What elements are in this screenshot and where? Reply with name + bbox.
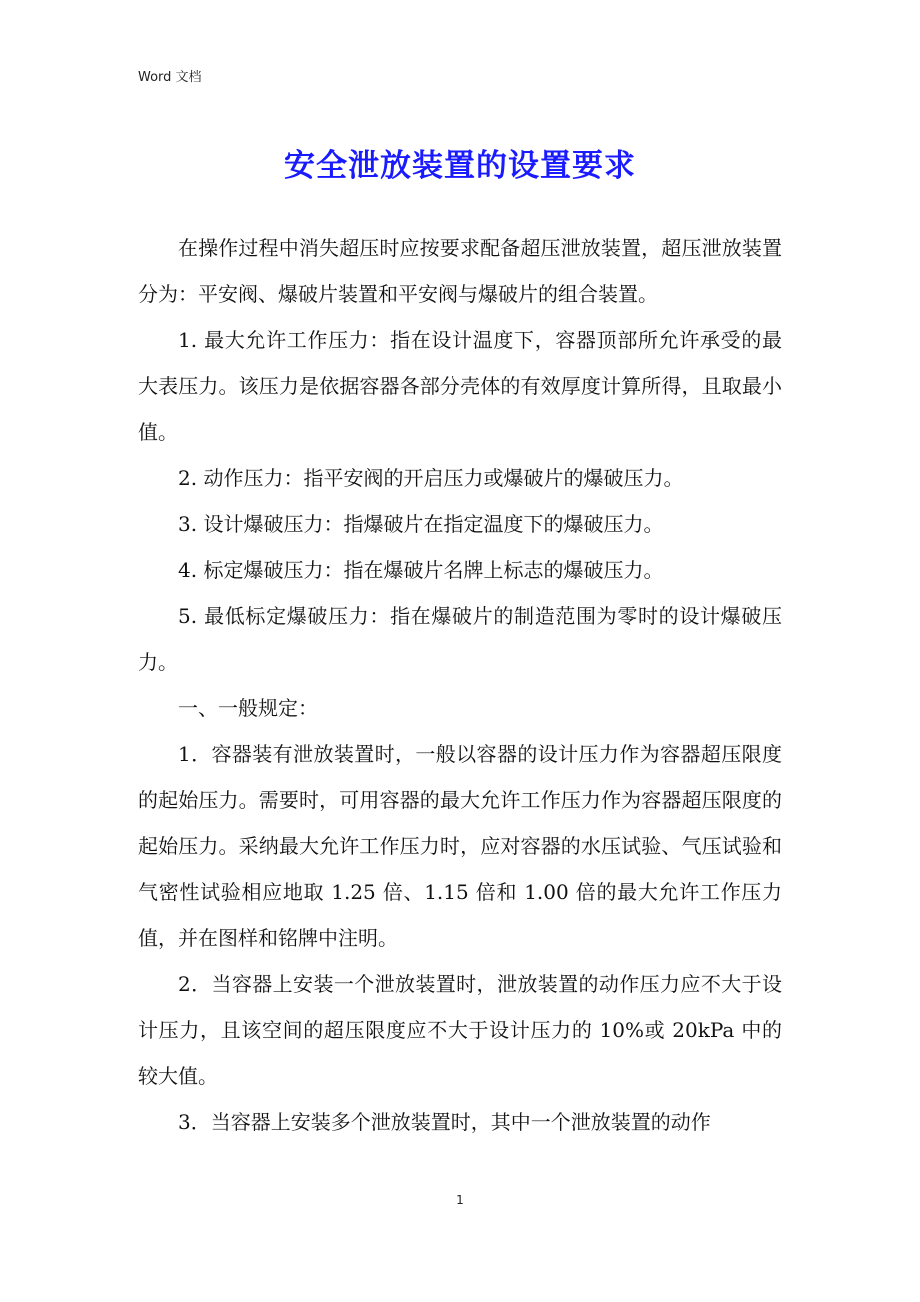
paragraph-intro: 在操作过程中消失超压时应按要求配备超压泄放装置，超压泄放装置分为：平安阀、爆破片装置和平安阀与爆破片的组合装置。 — [138, 236, 782, 306]
paragraph-rule-1: 1．容器装有泄放装置时，一般以容器的设计压力作为容器超压限度的起始压力。需要时，可用容器的最大允许工作压力作为容器超压限度的起始压力。采纳最大允许工作压力时，应对容器的水压试验、气压试验和气密性试验相应地取 1.25 倍、1.15 倍和 1.00 倍的最大允许工作压力值，并在图样和铭牌中注明。 — [138, 742, 782, 950]
paragraph-definition-2: 2. 动作压力：指平安阀的开启压力或爆破片的爆破压力。 — [178, 466, 684, 490]
paragraph-definition-1: 1. 最大允许工作压力：指在设计温度下，容器顶部所允许承受的最大表压力。该压力是依据容器各部分壳体的有效厚度计算所得，且取最小值。 — [138, 328, 782, 444]
paragraph-definition-5: 5. 最低标定爆破压力：指在爆破片的制造范围为零时的设计爆破压力。 — [138, 604, 782, 674]
page-number: 1 — [456, 1193, 464, 1207]
header-label: Word 文档 — [138, 70, 202, 85]
paragraph-rule-3: 3．当容器上安装多个泄放装置时，其中一个泄放装置的动作 — [178, 1110, 711, 1134]
document-title: 安全泄放装置的设置要求 — [284, 148, 636, 184]
paragraph-rule-2: 2．当容器上安装一个泄放装置时，泄放装置的动作压力应不大于设计压力，且该空间的超压限度应不大于设计压力的 10%或 20kPa 中的较大值。 — [138, 972, 782, 1088]
section-heading-general: 一、一般规定： — [178, 696, 318, 720]
document-body — [138, 225, 782, 1145]
paragraph-definition-4: 4. 标定爆破压力：指在爆破片名牌上标志的爆破压力。 — [178, 558, 664, 582]
paragraph-definition-3: 3. 设计爆破压力：指爆破片在指定温度下的爆破压力。 — [178, 512, 664, 536]
